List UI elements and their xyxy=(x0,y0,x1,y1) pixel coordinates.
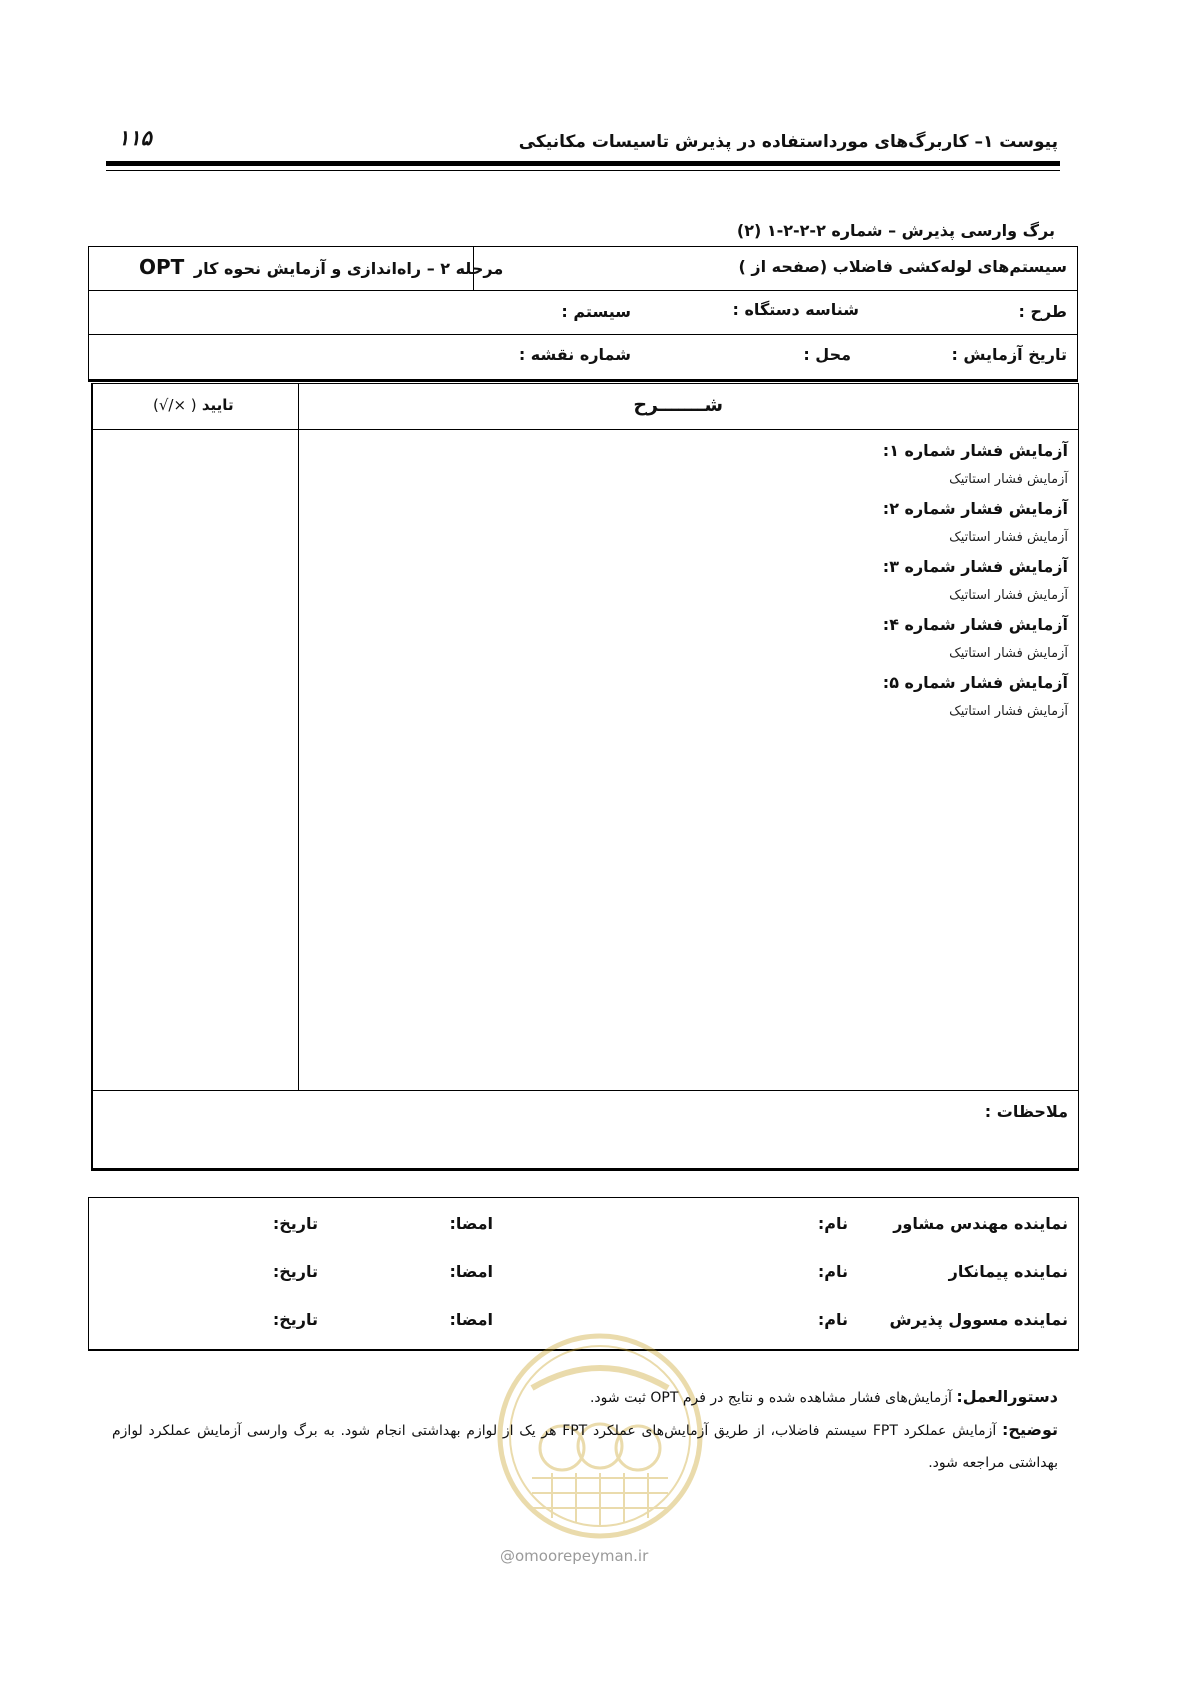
test-subtitle: آزمایش فشار استاتیک xyxy=(949,704,1068,719)
approval-header xyxy=(153,396,234,414)
test-subtitle: آزمایش فشار استاتیک xyxy=(949,646,1068,661)
signature-sign: امضا: xyxy=(449,1214,493,1233)
test-item xyxy=(308,552,1068,610)
drawing-no-field: شماره نقشه : xyxy=(518,345,631,364)
signature-row xyxy=(89,1214,1078,1238)
project-field: طرح : xyxy=(1018,302,1067,321)
test-date-field: تاریخ آزمایش : xyxy=(951,345,1067,364)
stage-code: OPT xyxy=(139,255,185,279)
signature-date: تاریخ: xyxy=(272,1214,318,1233)
signature-name: نام: xyxy=(817,1214,848,1233)
test-title: آزمایش فشار شماره ۲: xyxy=(882,499,1068,518)
stage-text: مرحله ۲ – راه‌اندازی و آزمایش نحوه کار xyxy=(193,259,504,278)
test-list xyxy=(308,436,1068,726)
note-text: آزمایش عملکرد FPT سیستم فاضلاب، از طریق آزمایش‌های عملکرد FPT هر یک از لوازم بهداشتی انجام شود. به برگ وارسی آزمایش عملکرد لوازم بهداشتی مراجعه شود. xyxy=(112,1423,1058,1471)
header-rule-thin xyxy=(106,170,1060,171)
page-number: ۱۱۵ xyxy=(118,126,152,150)
column-divider xyxy=(298,384,299,1090)
watermark-site xyxy=(500,1547,648,1565)
signature-role: نماینده مهندس مشاور xyxy=(893,1214,1068,1233)
test-title: آزمایش فشار شماره ۳: xyxy=(882,557,1068,576)
note-label: توضیح: xyxy=(1002,1420,1058,1439)
test-title: آزمایش فشار شماره ۱: xyxy=(882,441,1068,460)
form-info-table xyxy=(88,246,1078,382)
instruction-line xyxy=(590,1385,1058,1410)
location-field: محل : xyxy=(803,345,851,364)
test-title: آزمایش فشار شماره ۵: xyxy=(882,673,1068,692)
test-title: آزمایش فشار شماره ۴: xyxy=(882,615,1068,634)
test-item xyxy=(308,610,1068,668)
test-subtitle: آزمایش فشار استاتیک xyxy=(949,472,1068,487)
signature-row xyxy=(89,1262,1078,1286)
system-title: سیستم‌های لوله‌کشی فاضلاب (صفحه از ) xyxy=(738,257,1067,276)
checklist-table xyxy=(91,383,1079,1171)
signature-name: نام: xyxy=(817,1310,848,1329)
approval-symbols: ( ×/√) xyxy=(153,396,197,414)
form-title: برگ وارسی پذیرش – شماره ۲-۲-۲-۱ (۲) xyxy=(736,221,1055,240)
instruction-text: آزمایش‌های فشار مشاهده شده و نتایج در فرم OPT ثبت شود. xyxy=(589,1390,952,1406)
info-row-project xyxy=(89,290,1077,335)
system-field: سیستم : xyxy=(561,302,631,321)
test-item xyxy=(308,494,1068,552)
info-row-title xyxy=(89,247,1077,291)
device-id-field: شناسه دستگاه : xyxy=(732,300,859,319)
notes-label: ملاحظات : xyxy=(984,1102,1068,1121)
signature-role: نماینده پیمانکار xyxy=(948,1262,1068,1281)
stage-label xyxy=(139,255,503,279)
test-item xyxy=(308,668,1068,726)
watermark-site-text: omoorepeyman.ir xyxy=(515,1547,649,1565)
header-title: پیوست ۱– کاربرگ‌های مورداستفاده در پذیرش تاسیسات مکانیکی xyxy=(518,132,1058,152)
header-rule-thick xyxy=(106,161,1060,166)
instruction-label: دستورالعمل: xyxy=(956,1387,1058,1406)
header-divider xyxy=(93,429,1078,430)
test-subtitle: آزمایش فشار استاتیک xyxy=(949,530,1068,545)
signature-name: نام: xyxy=(817,1262,848,1281)
signature-sign: امضا: xyxy=(449,1310,493,1329)
at-icon: @ xyxy=(500,1547,515,1565)
signature-sign: امضا: xyxy=(449,1262,493,1281)
test-item xyxy=(308,436,1068,494)
info-row-date xyxy=(89,334,1077,378)
approval-label: تایید xyxy=(201,396,234,414)
note-paragraph xyxy=(112,1414,1058,1479)
test-subtitle: آزمایش فشار استاتیک xyxy=(949,588,1068,603)
description-header: شـــــــرح xyxy=(633,394,723,416)
signature-date: تاریخ: xyxy=(272,1310,318,1329)
signature-date: تاریخ: xyxy=(272,1262,318,1281)
notes-divider xyxy=(93,1090,1078,1091)
signature-role: نماینده مسوول پذیرش xyxy=(889,1310,1068,1329)
